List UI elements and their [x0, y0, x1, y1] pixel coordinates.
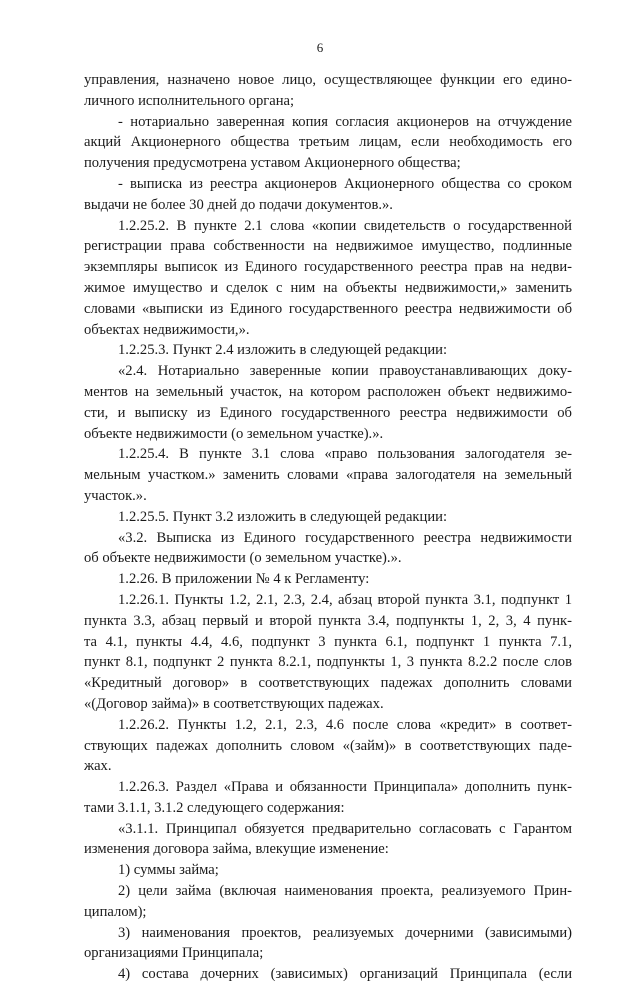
document-body [84, 70, 572, 985]
text-line: участок.». [84, 487, 147, 504]
text-line: пункт 8.1, подпункт 2 пункта 8.2.1, подпункты 1, 3 пункта 8.2.2 после слов [84, 654, 572, 671]
text-line: управления, назначено новое лицо, осуществляющее функции его едино- [84, 72, 572, 88]
text-line: пункта 3.3, абзац первый и второй пункта 3.4, подпункты 1, 2, 3, 4 пунк- [84, 612, 572, 629]
page-number: 6 [316, 40, 324, 55]
text-line: 1.2.26.2. Пункты 1.2, 2.1, 2.3, 4.6 после слова «кредит» в соответ- [118, 716, 572, 733]
text-line: 4) состава дочерних (зависимых) организаций Принципала (если [118, 966, 572, 983]
text-line: выдачи не более 30 дней до подачи документов.». [84, 196, 393, 213]
text-line: экземпляры выписок из Единого государственного реестра прав на недви- [84, 259, 572, 276]
text-line: «(Договор займа)» в соответствующих падежах. [84, 695, 384, 712]
text-line: получения предусмотрена уставом Акционерного общества; [84, 155, 461, 172]
text-line: изменения договора займа, влекущие изменение: [84, 841, 389, 858]
text-line: - нотариально заверенная копия согласия акционеров на отчуждение [118, 113, 572, 130]
text-line: регистрации права собственности на недвижимое имущество, подлинные [84, 238, 572, 255]
text-line: та 4.1, пункты 4.4, 4.6, подпункт 3 пункта 6.1, подпункт 1 пункта 7.1, [84, 633, 572, 650]
text-line: 1.2.26.3. Раздел «Права и обязанности Принципала» дополнить пунк- [118, 779, 572, 796]
text-line: жимое имущество и сделок с ним на объекты недвижимости,» заменить [84, 279, 572, 296]
text-line: - выписка из реестра акционеров Акционерного общества со сроком [118, 175, 572, 192]
text-line: 1.2.25.3. Пункт 2.4 изложить в следующей редакции: [118, 342, 447, 359]
text-line: 1.2.25.4. В пункте 3.1 слова «право пользования залогодателя зе- [118, 446, 572, 463]
text-line: «3.1.1. Принципал обязуется предварительно согласовать с Гарантом [118, 820, 572, 837]
text-line: 1.2.25.2. В пункте 2.1 слова «копии свидетельств о государственной [118, 217, 572, 234]
text-line: организациями Принципала; [84, 945, 264, 962]
text-line: ципалом); [84, 903, 147, 920]
text-line: 1.2.26.1. Пункты 1.2, 2.1, 2.3, 2.4, абзац второй пункта 3.1, подпункт 1 [118, 591, 572, 608]
text-line: «Кредитный договор» в соответствующих падежах дополнить словами [84, 675, 572, 692]
text-line: «2.4. Нотариально заверенные копии правоустанавливающих доку- [118, 363, 572, 380]
text-line: ментов на земельный участок, на котором расположен объект недвижимо- [84, 383, 572, 400]
text-line: об объекте недвижимости (о земельном участке).». [84, 550, 402, 567]
text-line: тами 3.1.1, 3.1.2 следующего содержания: [84, 799, 345, 816]
text-line: сти, и выписку из Единого государственного реестра недвижимости об [84, 404, 572, 421]
text-line: «3.2. Выписка из Единого государственного реестра недвижимости [118, 529, 572, 546]
text-line: 1.2.25.5. Пункт 3.2 изложить в следующей редакции: [118, 508, 447, 525]
text-line: личного исполнительного органа; [84, 92, 295, 109]
text-line: жах. [84, 758, 112, 775]
text-line: мельным участком.» заменить словами «права залогодателя на земельный [84, 467, 572, 484]
text-line: ствующих падежах дополнить словом «(займ)» в соответствующих паде- [84, 737, 572, 754]
text-line: 1) суммы займа; [118, 862, 219, 879]
text-line: 3) наименования проектов, реализуемых дочерними (зависимыми) [118, 924, 572, 941]
text-line: 2) цели займа (включая наименования проекта, реализуемого Прин- [118, 883, 572, 900]
text-line: объектах недвижимости,». [84, 321, 250, 338]
text-line: акций Акционерного общества третьим лицам, если необходимость его [84, 134, 572, 151]
text-line: объекте недвижимости (о земельном участке).». [84, 425, 384, 442]
text-line: 1.2.26. В приложении № 4 к Регламенту: [118, 571, 370, 588]
text-line: словами «выписки из Единого государственного реестра недвижимости об [84, 300, 572, 317]
